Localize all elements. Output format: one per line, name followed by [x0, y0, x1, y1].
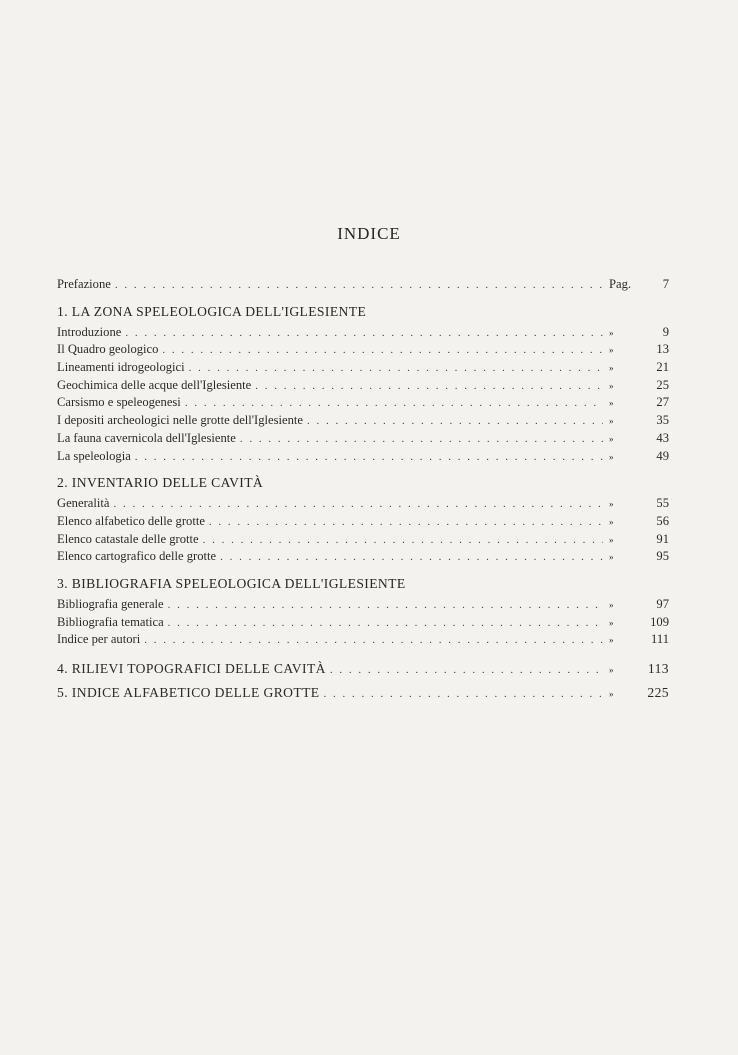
page-number: 7	[662, 277, 669, 291]
toc-entry	[57, 412, 669, 430]
page-number: 35	[656, 413, 669, 428]
ditto-marker: »	[609, 665, 614, 675]
page-number: 225	[647, 685, 669, 700]
dot-leader	[144, 632, 603, 650]
toc-entry	[57, 394, 669, 412]
toc-entry-label: Introduzione	[57, 324, 122, 339]
page-number: 109	[650, 614, 669, 629]
dot-leader	[307, 413, 603, 431]
dot-leader	[168, 597, 603, 615]
toc-entry	[57, 513, 669, 531]
toc-entry-label: La fauna cavernicola dell'Iglesiente	[57, 430, 236, 445]
toc-chapter	[57, 683, 669, 703]
toc-entry	[57, 495, 669, 513]
page-number: 49	[656, 448, 669, 463]
ditto-marker: »	[609, 433, 614, 444]
dot-leader	[162, 342, 603, 360]
dot-leader	[125, 325, 603, 343]
section-heading: 3. BIBLIOGRAFIA SPELEOLOGICA DELL'IGLESIENTE	[57, 575, 406, 591]
ditto-marker: »	[609, 617, 614, 628]
ditto-marker: »	[609, 689, 614, 699]
dot-leader	[168, 615, 603, 633]
section-heading: 2. INVENTARIO DELLE CAVITÀ	[57, 475, 264, 491]
toc-entry-label: Geochimica delle acque dell'Iglesiente	[57, 377, 252, 392]
toc-chapter-label: 4. RILIEVI TOPOGRAFICI DELLE CAVITÀ	[57, 661, 326, 676]
toc-entry-label: Lineamenti idrogeologici	[57, 360, 185, 375]
page-number: 43	[656, 430, 669, 445]
toc-entry-label: Elenco catastale delle grotte	[57, 531, 199, 546]
dot-leader	[324, 684, 603, 704]
toc-entry-label: I depositi archeologici nelle grotte dell'Iglesiente	[57, 413, 304, 428]
ditto-marker: »	[609, 635, 614, 646]
dot-leader	[209, 514, 603, 532]
dot-leader	[240, 431, 603, 449]
ditto-marker: »	[609, 534, 614, 545]
table-of-contents	[57, 276, 669, 703]
page-number: 21	[656, 360, 669, 375]
dot-leader	[189, 360, 603, 378]
toc-entry	[57, 430, 669, 448]
ditto-marker: »	[609, 327, 614, 338]
dot-leader	[203, 532, 603, 550]
page-number: 113	[647, 661, 669, 676]
toc-entry	[57, 631, 669, 649]
page-number: 91	[656, 531, 669, 546]
toc-entry	[57, 614, 669, 632]
toc-entry	[57, 324, 669, 342]
toc-entry-label: Carsismo e speleogenesi	[57, 395, 181, 410]
ditto-marker: »	[609, 345, 614, 356]
dot-leader	[115, 277, 603, 295]
dot-leader	[330, 660, 603, 680]
ditto-marker: »	[609, 416, 614, 427]
toc-entry	[57, 448, 669, 466]
dot-leader	[135, 449, 603, 467]
page-number: 27	[656, 395, 669, 410]
toc-chapter	[57, 659, 669, 679]
toc-entry-label: Il Quadro geologico	[57, 342, 159, 357]
toc-entry	[57, 531, 669, 549]
toc-entry-preface	[57, 276, 669, 294]
ditto-marker: »	[609, 363, 614, 374]
toc-entry-label: La speleologia	[57, 448, 131, 463]
page-number: 55	[656, 496, 669, 511]
toc-chapter-label: 5. INDICE ALFABETICO DELLE GROTTE	[57, 685, 320, 700]
ditto-marker: »	[609, 499, 614, 510]
toc-entry	[57, 341, 669, 359]
page-number: 9	[662, 324, 669, 339]
dot-leader	[220, 549, 603, 567]
ditto-marker: »	[609, 398, 614, 409]
page-title: INDICE	[337, 224, 401, 243]
ditto-marker: »	[609, 552, 614, 563]
page-number: 95	[656, 549, 669, 564]
toc-entry	[57, 548, 669, 566]
page-marker: Pag.	[609, 277, 632, 291]
ditto-marker: »	[609, 380, 614, 391]
page-number: 97	[656, 596, 669, 611]
ditto-marker: »	[609, 599, 614, 610]
dot-leader	[113, 496, 603, 514]
ditto-marker: »	[609, 451, 614, 462]
toc-entry-label: Bibliografia generale	[57, 596, 164, 611]
toc-entry-label: Indice per autori	[57, 632, 141, 647]
toc-entry-label: Prefazione	[57, 277, 111, 291]
dot-leader	[185, 395, 603, 413]
ditto-marker: »	[609, 516, 614, 527]
toc-entry-label: Elenco alfabetico delle grotte	[57, 513, 205, 528]
page-number: 13	[656, 342, 669, 357]
toc-entry	[57, 596, 669, 614]
toc-entry	[57, 377, 669, 395]
toc-entry-label: Bibliografia tematica	[57, 614, 164, 629]
section-heading: 1. LA ZONA SPELEOLOGICA DELL'IGLESIENTE	[57, 303, 367, 319]
page-number: 25	[656, 377, 669, 392]
dot-leader	[255, 378, 603, 396]
toc-entry-label: Generalità	[57, 496, 110, 511]
toc-entry	[57, 359, 669, 377]
toc-entry-label: Elenco cartografico delle grotte	[57, 549, 217, 564]
page-number: 56	[656, 513, 669, 528]
page-number: 111	[651, 632, 669, 647]
